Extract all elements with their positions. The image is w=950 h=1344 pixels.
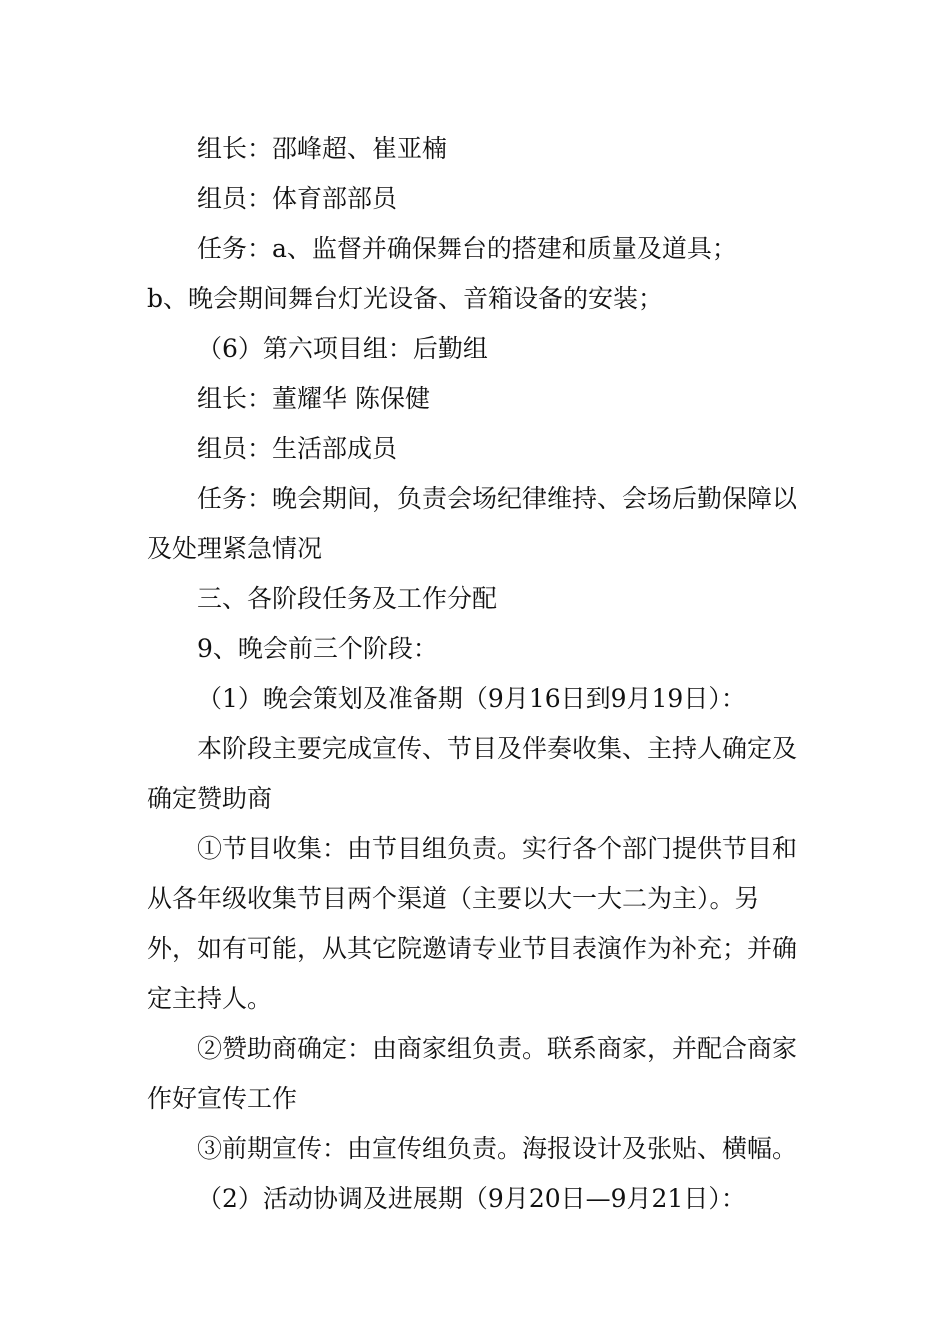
section-heading-three: 三、各阶段任务及工作分配 xyxy=(197,584,498,613)
paragraph-stage-two-heading: （2）活动协调及进展期（9月20日—9月21日）： xyxy=(197,1184,746,1213)
paragraph-stage-one-heading: （1）晚会策划及准备期（9月16日到9月19日）： xyxy=(197,684,746,713)
paragraph-members-logistics: 组员：生活部成员 xyxy=(197,434,398,463)
paragraph-publicity: ③前期宣传：由宣传组负责。海报设计及张贴、横幅。 xyxy=(197,1134,798,1163)
paragraph-stage-one-summary: 本阶段主要完成宣传、节目及伴奏收集、主持人确定及确定赞助商 xyxy=(147,734,798,813)
paragraph-leader-logistics: 组长：董耀华 陈保健 xyxy=(197,384,430,413)
paragraph-program-collection: ①节目收集：由节目组负责。实行各个部门提供节目和从各年级收集节目两个渠道（主要以大一大二为主）。另外，如有可能，从其它院邀请专业节目表演作为补充；并确定主持人。 xyxy=(147,834,798,1013)
document-body xyxy=(147,124,807,1224)
paragraph-task-stage-a: 任务：a、监督并确保舞台的搭建和质量及道具； xyxy=(197,234,737,263)
paragraph-pre-event-stages: 9、晚会前三个阶段： xyxy=(197,634,438,663)
paragraph-members-stage: 组员：体育部部员 xyxy=(197,184,398,213)
paragraph-task-logistics: 任务：晚会期间，负责会场纪律维持、会场后勤保障以及处理紧急情况 xyxy=(147,484,798,563)
paragraph-sponsor: ②赞助商确定：由商家组负责。联系商家，并配合商家作好宣传工作 xyxy=(147,1034,798,1113)
paragraph-group-six-heading: （6）第六项目组：后勤组 xyxy=(197,334,488,363)
paragraph-leader-stage: 组长：邵峰超、崔亚楠 xyxy=(197,134,448,163)
paragraph-task-stage-b: b、晚会期间舞台灯光设备、音箱设备的安装； xyxy=(147,284,664,313)
